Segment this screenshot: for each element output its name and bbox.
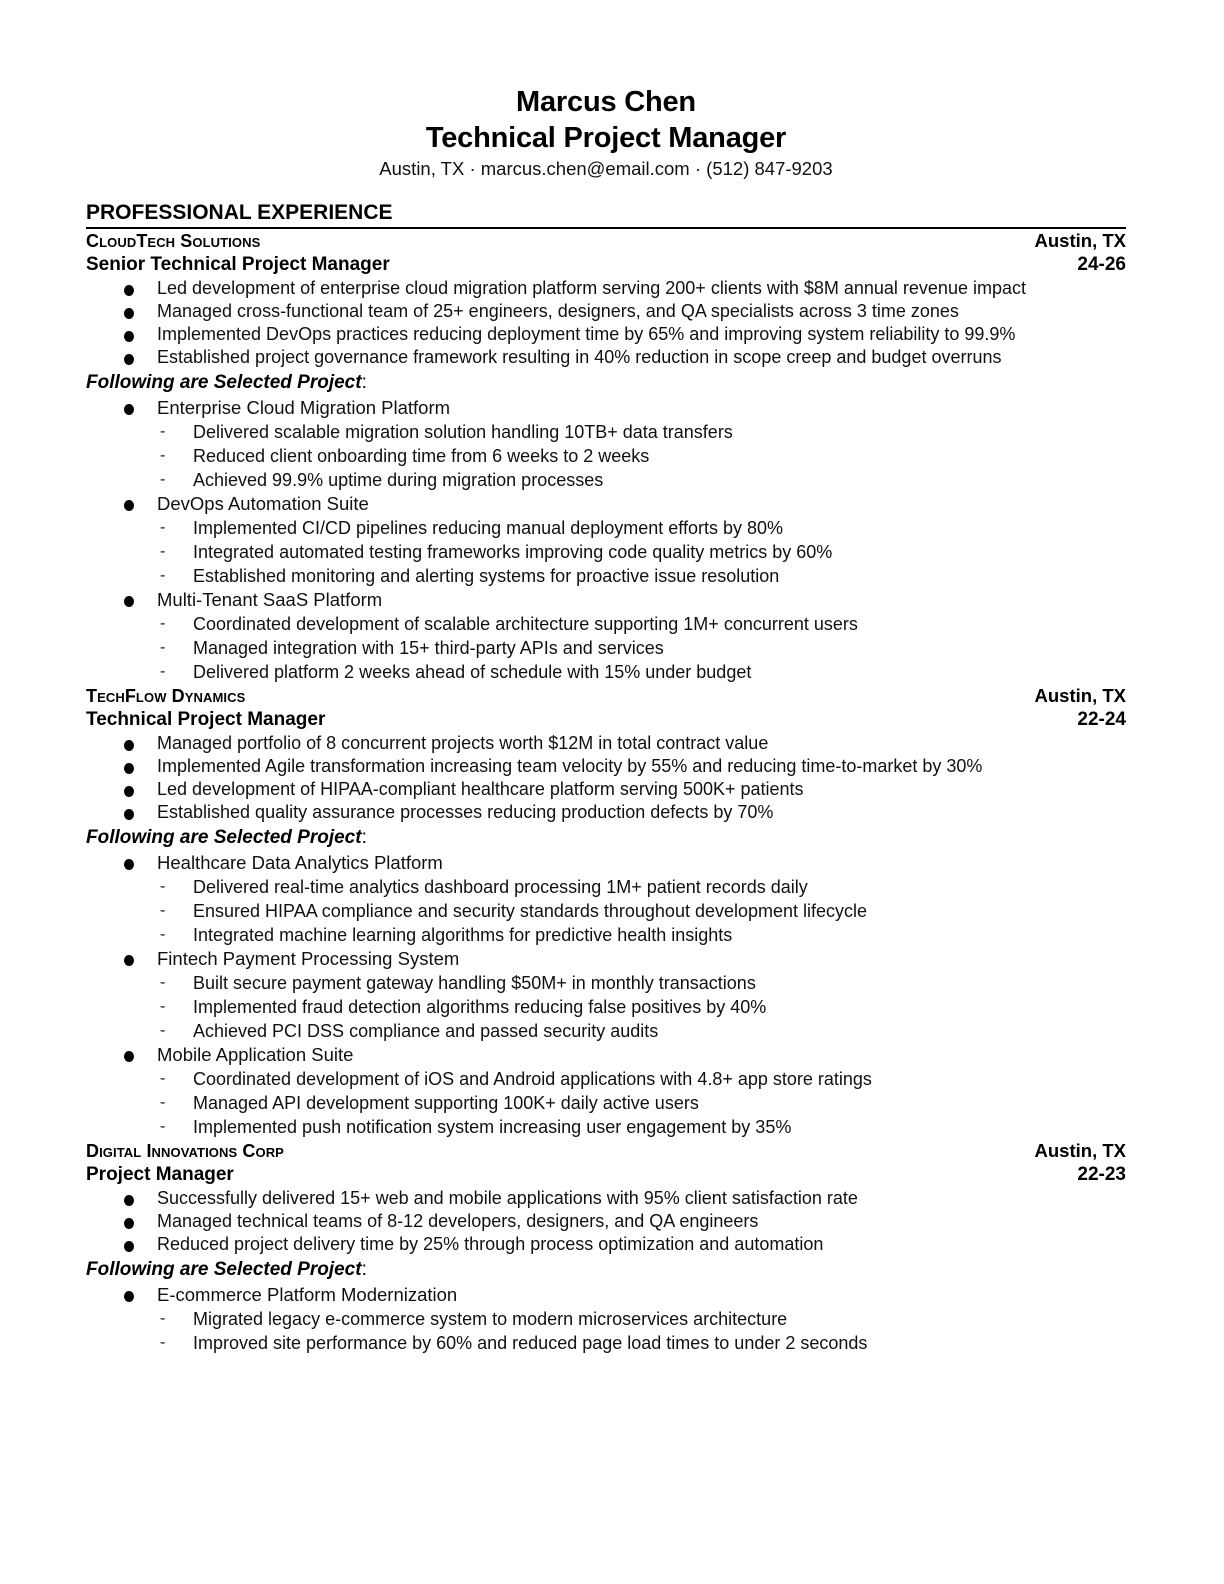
project-details <box>86 420 1126 492</box>
project-detail-text: Reduced client onboarding time from 6 weeks to 2 weeks <box>193 446 650 466</box>
bullet-icon <box>124 740 134 751</box>
project-details <box>86 516 1126 588</box>
job-company-row <box>86 229 1126 253</box>
bullet-item <box>86 346 1126 369</box>
job-location: Austin, TX <box>1034 685 1126 706</box>
project-title-row <box>86 492 1126 516</box>
project-title-row <box>86 1283 1126 1307</box>
job-dates: 22-23 <box>1077 1164 1126 1185</box>
project-detail-item <box>86 995 1126 1019</box>
project-title-row <box>86 396 1126 420</box>
project-detail-text: Integrated automated testing frameworks improving code quality metrics by 60% <box>193 542 833 562</box>
project-detail-text: Implemented push notification system increasing user engagement by 35% <box>193 1117 792 1137</box>
project-title-row <box>86 1043 1126 1067</box>
project-detail-item <box>86 516 1126 540</box>
project-detail-item <box>86 636 1126 660</box>
project-entry <box>86 396 1126 492</box>
bullet-icon <box>124 285 134 296</box>
project-details <box>86 1067 1126 1139</box>
bullet-item <box>86 778 1126 801</box>
dash-icon: - <box>160 471 166 488</box>
bullet-item <box>86 755 1126 778</box>
project-title: Fintech Payment Processing System <box>157 948 460 969</box>
project-detail-item <box>86 1115 1126 1139</box>
dash-icon: - <box>160 902 166 919</box>
job-company-row <box>86 1139 1126 1163</box>
bullet-item <box>86 1210 1126 1233</box>
job-location: Austin, TX <box>1034 1140 1126 1161</box>
project-detail-text: Coordinated development of scalable architecture supporting 1M+ concurrent users <box>193 614 858 634</box>
job-dates: 24-26 <box>1077 254 1126 275</box>
project-detail-text: Integrated machine learning algorithms for predictive health insights <box>193 925 733 945</box>
job-role: Project Manager <box>86 1164 234 1185</box>
project-detail-item <box>86 564 1126 588</box>
project-detail-item <box>86 660 1126 684</box>
project-detail-item <box>86 1331 1126 1355</box>
project-entry <box>86 947 1126 1043</box>
bullet-text: Led development of enterprise cloud migration platform serving 200+ clients with $8M annual revenue impact <box>157 278 1026 298</box>
project-detail-text: Implemented CI/CD pipelines reducing manual deployment efforts by 80% <box>193 518 783 538</box>
bullet-text: Managed cross-functional team of 25+ engineers, designers, and QA specialists across 3 time zones <box>157 301 959 321</box>
job-location: Austin, TX <box>1034 230 1126 251</box>
project-entry <box>86 588 1126 684</box>
dash-icon: - <box>160 998 166 1015</box>
job-entry <box>86 684 1126 1139</box>
project-detail-text: Migrated legacy e-commerce system to modern microservices architecture <box>193 1309 788 1329</box>
bullet-icon <box>124 354 134 365</box>
bullet-text: Managed technical teams of 8-12 developers, designers, and QA engineers <box>157 1211 759 1231</box>
dash-icon: - <box>160 639 166 656</box>
contact-line: Austin, TX · marcus.chen@email.com · (512) 847-9203 <box>379 158 833 179</box>
project-detail-text: Achieved PCI DSS compliance and passed security audits <box>193 1021 659 1041</box>
company-name: CloudTech Solutions <box>86 231 261 251</box>
job-dates: 22-24 <box>1077 709 1126 730</box>
project-title: Healthcare Data Analytics Platform <box>157 852 443 873</box>
project-detail-text: Achieved 99.9% uptime during migration processes <box>193 470 604 490</box>
project-detail-text: Delivered platform 2 weeks ahead of schedule with 15% under budget <box>193 662 752 682</box>
project-detail-item <box>86 899 1126 923</box>
bullet-text: Established project governance framework resulting in 40% reduction in scope creep and budget overruns <box>157 347 1002 367</box>
bullet-item <box>86 732 1126 755</box>
project-detail-text: Improved site performance by 60% and reduced page load times to under 2 seconds <box>193 1333 868 1353</box>
bullet-icon <box>124 596 134 607</box>
job-role-row <box>86 1163 1126 1187</box>
company-name: Digital Innovations Corp <box>86 1141 284 1161</box>
project-detail-item <box>86 1307 1126 1331</box>
project-details <box>86 612 1126 684</box>
dash-icon: - <box>160 1022 166 1039</box>
dash-icon: - <box>160 1334 166 1351</box>
project-detail-item <box>86 875 1126 899</box>
bullet-text: Led development of HIPAA-compliant healthcare platform serving 500K+ patients <box>157 779 804 799</box>
candidate-title: Technical Project Manager <box>425 122 787 154</box>
project-detail-text: Coordinated development of iOS and Android applications with 4.8+ app store ratings <box>193 1069 872 1089</box>
bullet-item <box>86 801 1126 824</box>
project-detail-item <box>86 971 1126 995</box>
job-role-row <box>86 253 1126 277</box>
job-bullets <box>86 1187 1126 1256</box>
project-detail-item <box>86 1019 1126 1043</box>
project-title: Mobile Application Suite <box>157 1044 354 1065</box>
project-detail-text: Managed integration with 15+ third-party APIs and services <box>193 638 664 658</box>
resume-header <box>86 84 1126 182</box>
project-detail-item <box>86 1067 1126 1091</box>
project-detail-item <box>86 923 1126 947</box>
project-title-row <box>86 588 1126 612</box>
bullet-item <box>86 1187 1126 1210</box>
job-entry <box>86 1139 1126 1355</box>
bullet-icon <box>124 786 134 797</box>
bullet-icon <box>124 404 134 415</box>
project-detail-text: Implemented fraud detection algorithms reducing false positives by 40% <box>193 997 767 1017</box>
project-detail-item <box>86 468 1126 492</box>
project-detail-text: Ensured HIPAA compliance and security standards throughout development lifecycle <box>193 901 868 921</box>
project-detail-item <box>86 612 1126 636</box>
dash-icon: - <box>160 615 166 632</box>
bullet-text: Implemented Agile transformation increasing team velocity by 55% and reducing time-to-market by 30% <box>157 756 983 776</box>
bullet-icon <box>124 1218 134 1229</box>
bullet-text: Established quality assurance processes reducing production defects by 70% <box>157 802 774 822</box>
project-details <box>86 1307 1126 1355</box>
project-entry <box>86 851 1126 947</box>
bullet-text: Successfully delivered 15+ web and mobile applications with 95% client satisfaction rate <box>157 1188 858 1208</box>
dash-icon: - <box>160 519 166 536</box>
project-entry <box>86 1043 1126 1139</box>
bullet-icon <box>124 1241 134 1252</box>
job-role-row <box>86 708 1126 732</box>
bullet-text: Managed portfolio of 8 concurrent projects worth $12M in total contract value <box>157 733 769 753</box>
bullet-icon <box>124 1195 134 1206</box>
project-detail-item <box>86 444 1126 468</box>
dash-icon: - <box>160 423 166 440</box>
project-details <box>86 875 1126 947</box>
project-detail-text: Established monitoring and alerting systems for proactive issue resolution <box>193 566 780 586</box>
bullet-item <box>86 277 1126 300</box>
project-detail-text: Delivered real-time analytics dashboard processing 1M+ patient records daily <box>193 877 808 897</box>
project-detail-item <box>86 420 1126 444</box>
project-detail-text: Managed API development supporting 100K+ daily active users <box>193 1093 699 1113</box>
project-detail-text: Delivered scalable migration solution handling 10TB+ data transfers <box>193 422 733 442</box>
dash-icon: - <box>160 543 166 560</box>
project-detail-item <box>86 540 1126 564</box>
bullet-icon <box>124 308 134 319</box>
project-title: E-commerce Platform Modernization <box>157 1284 458 1305</box>
job-bullets <box>86 732 1126 824</box>
bullet-icon <box>124 809 134 820</box>
selected-projects-label: Following are Selected Project <box>86 827 362 848</box>
job-role: Senior Technical Project Manager <box>86 254 390 275</box>
bullet-item <box>86 1233 1126 1256</box>
selected-projects-label: Following are Selected Project <box>86 1259 362 1280</box>
bullet-icon <box>124 1051 134 1062</box>
job-role: Technical Project Manager <box>86 709 326 730</box>
project-title: Enterprise Cloud Migration Platform <box>157 397 451 418</box>
selected-projects-heading <box>86 825 1126 851</box>
dash-icon: - <box>160 974 166 991</box>
bullet-icon <box>124 331 134 342</box>
project-details <box>86 971 1126 1043</box>
selected-projects-heading <box>86 370 1126 396</box>
dash-icon: - <box>160 1094 166 1111</box>
selected-projects-colon: : <box>361 372 367 393</box>
bullet-icon <box>124 1291 134 1302</box>
project-title: DevOps Automation Suite <box>157 493 369 514</box>
bullet-icon <box>124 763 134 774</box>
dash-icon: - <box>160 1070 166 1087</box>
project-detail-item <box>86 1091 1126 1115</box>
selected-projects-heading <box>86 1257 1126 1283</box>
job-bullets <box>86 277 1126 369</box>
dash-icon: - <box>160 663 166 680</box>
dash-icon: - <box>160 1310 166 1327</box>
selected-projects-colon: : <box>361 827 367 848</box>
project-entry <box>86 1283 1126 1355</box>
bullet-text: Reduced project delivery time by 25% through process optimization and automation <box>157 1234 824 1254</box>
bullet-icon <box>124 500 134 511</box>
dash-icon: - <box>160 447 166 464</box>
bullet-item <box>86 300 1126 323</box>
company-name: TechFlow Dynamics <box>86 686 246 706</box>
dash-icon: - <box>160 567 166 584</box>
dash-icon: - <box>160 878 166 895</box>
bullet-icon <box>124 859 134 870</box>
section-title-experience: PROFESSIONAL EXPERIENCE <box>86 200 1126 229</box>
selected-projects-label: Following are Selected Project <box>86 372 362 393</box>
project-entry <box>86 492 1126 588</box>
project-title-row <box>86 947 1126 971</box>
project-title: Multi-Tenant SaaS Platform <box>157 589 383 610</box>
bullet-icon <box>124 955 134 966</box>
job-company-row <box>86 684 1126 708</box>
resume-page <box>86 84 1126 1355</box>
bullet-text: Implemented DevOps practices reducing deployment time by 65% and improving system reliability to 99.9% <box>157 324 1016 344</box>
dash-icon: - <box>160 1118 166 1135</box>
candidate-name: Marcus Chen <box>516 86 696 118</box>
project-detail-text: Built secure payment gateway handling $50M+ in monthly transactions <box>193 973 756 993</box>
experience-list <box>86 229 1126 1355</box>
project-title-row <box>86 851 1126 875</box>
selected-projects-colon: : <box>361 1259 367 1280</box>
dash-icon: - <box>160 926 166 943</box>
job-entry <box>86 229 1126 684</box>
bullet-item <box>86 323 1126 346</box>
